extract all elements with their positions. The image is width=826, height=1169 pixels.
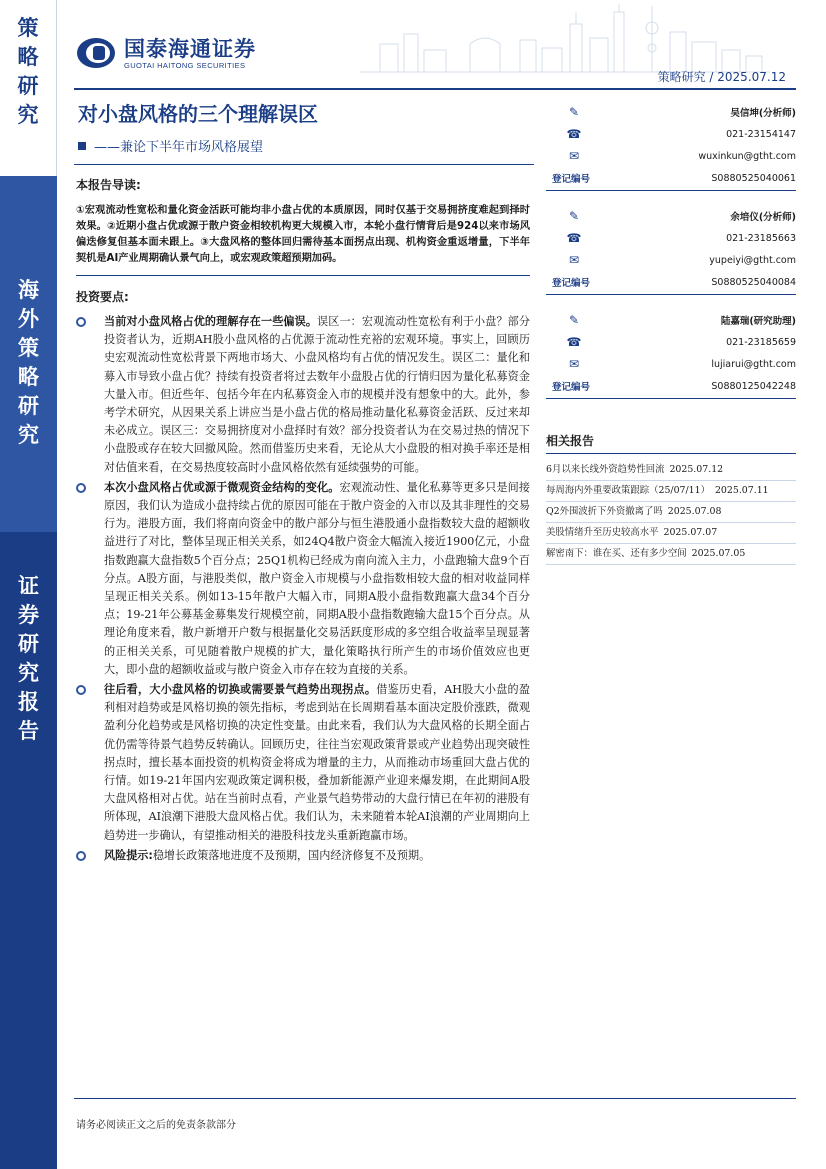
city-skyline-image: [360, 4, 770, 74]
report-title: 对小盘风格的三个理解误区: [78, 102, 318, 126]
analyst-phone: 021-23154147: [726, 128, 796, 140]
side-char: 报: [18, 690, 39, 714]
reg-label: 登记编号: [552, 382, 591, 393]
phone-icon: ☎: [566, 231, 582, 245]
mail-icon: ✉: [568, 149, 580, 163]
analyst-email-row: [546, 250, 796, 270]
analyst-phone: 021-23185659: [726, 336, 796, 348]
related-report-title: 解密南下：谁在买、还有多少空间: [546, 548, 687, 559]
analyst-phone-row: [546, 228, 796, 248]
side-char: 策: [18, 336, 39, 360]
circle-bullet-icon: [76, 685, 86, 695]
analyst-card: [546, 192, 796, 288]
point-body: 借鉴历史看，AH股大小盘的盈利相对趋势或是风格切换的领先指标，考虑到站在长周期看基本面决定股价涨跌，微观盈利分化趋势或是风格切换的决定性变量。由此来看，我们认为大盘风格的长期全面占优仍需等待景气趋势反转确认。回顾历史，往往当宏观政策背景或产业趋势出现突破性拐点时，擅长基本面投资的机构资金将成为增量的主力，从而推动市场重回大盘占优的行情。如19-21年国内宏观政策定调积极，叠加新能源产业迎来爆发期，在此期间A股大盘风格相对占优。站在当前时点看，产业景气趋势带动的大盘行情已在年初的港股有所体现，AI浪潮下港股大盘风格占优。我们认为，未来随着本轮AI浪潮的产业周期向上趋势进一步确认，有望推动相关的港股科技龙头重新跑赢市场。: [104, 683, 530, 842]
analyst-name: 余培仪(分析师): [730, 212, 796, 223]
investment-point: [76, 479, 530, 679]
analyst-reg-number: S0880525040084: [711, 276, 796, 288]
side-label-overseas: [0, 176, 57, 532]
main-column: [76, 176, 530, 867]
point-body: 宏观流动性、量化私募等更多只是间接原因，我们认为造成小盘持续占优的原因可能在于散户资金的入市以及其非理性的交易行为。港股方面，我们将南向资金中的散户部分与恒生港股通小盘指数较大盘的超额收益进行了对比，整体呈现正相关关系，如24Q4散户资金大幅流入接近1900亿元，小盘指数跑赢大盘指数5个百分点；25Q1机构已经成为南向流入主力，小盘跑输大盘9个百分点。A股方面，与港股类似，散户资金入市规模与小盘指数相较大盘的相对收益同样呈现正相关关系。例如13-15年散户大幅入市，同期A股小盘指数跑赢大盘34个百分点；19-21年公募基金募集发行规模空前，同期A股小盘指数跑输大盘15个百分点。从理论角度来看，散户新增开户数与根据量化交易活跃度形成的多空组合收益率呈现显著的正相关关系，可见随着散户规模的扩大，量化策略执行所产生的市场价值效应也更大，即小盘的超额收益或与散户资金入市存在较为直接的关系。: [104, 480, 530, 676]
point-lead: 风险提示:: [104, 848, 153, 862]
header-divider: [74, 88, 796, 90]
logo-name-cn: 国泰海通证券: [124, 36, 256, 61]
side-char: 略: [18, 365, 39, 389]
logo-name-en: GUOTAI HAITONG SECURITIES: [124, 60, 246, 70]
guide-divider: [76, 275, 530, 276]
analyst-phone-row: [546, 124, 796, 144]
circle-bullet-icon: [76, 317, 86, 327]
related-report-title: 6月以来长线外资趋势性回流: [546, 464, 665, 475]
side-char: 究: [17, 103, 39, 127]
circle-bullet-icon: [76, 851, 86, 861]
related-report-title: 每周海内外重要政策跟踪（25/07/11）: [546, 485, 710, 496]
related-report-date: 2025.07.05: [691, 548, 746, 559]
mail-icon: ✉: [568, 253, 580, 267]
side-char: 券: [18, 603, 39, 627]
guide-text: ①宏观流动性宽松和量化资金活跃可能均非小盘占优的本质原因，同时仅基于交易拥挤度难起到择时效果。②近期小盘占优或源于散户资金相较机构更大规模入市，本轮小盘行情背后是924以来市场风偏迭修复但基本面未跟上。③大盘风格的整体回归需待基本面拐点出现、机构资金重返增量，下半年契机是AI产业周期确认景气向上，或宏观政策超预期加码。: [76, 205, 530, 264]
side-band: [0, 0, 57, 1169]
analyst-name: 吴信坤(分析师): [730, 108, 796, 119]
title-divider: [74, 164, 534, 165]
investment-point: [76, 847, 530, 865]
pen-icon: ✎: [568, 313, 580, 327]
side-char: 略: [17, 45, 39, 69]
side-char: 研: [18, 632, 39, 656]
analyst-reg-row: [546, 376, 796, 396]
related-report-date: 2025.07.12: [669, 464, 724, 475]
analyst-divider: [546, 190, 796, 191]
analyst-name-row: [546, 310, 796, 330]
phone-icon: ☎: [566, 335, 582, 349]
point-body: 稳增长政策落地进度不及预期，国内经济修复不及预期。: [152, 848, 431, 862]
side-char: 外: [18, 307, 39, 331]
side-char: 究: [18, 423, 39, 447]
point-lead: 往后看，大小盘风格的切换或需要景气趋势出现拐点。: [104, 683, 377, 697]
related-report-item[interactable]: [546, 460, 796, 481]
analyst-reg-row: [546, 272, 796, 292]
analyst-phone: 021-23185663: [726, 232, 796, 244]
footer-divider: [74, 1098, 796, 1099]
analyst-name-row: [546, 102, 796, 122]
logo-mark-icon: [76, 36, 116, 70]
analyst-email-row: [546, 146, 796, 166]
related-report-item[interactable]: [546, 481, 796, 502]
side-char: 研: [18, 394, 39, 418]
analyst-name-row: [546, 206, 796, 226]
investment-point: [76, 313, 530, 477]
side-label-strategy: [0, 0, 57, 176]
analyst-email[interactable]: wuxinkun@gtht.com: [698, 150, 796, 162]
analyst-phone-row: [546, 332, 796, 352]
related-reports-list: [546, 460, 796, 565]
analyst-email[interactable]: yupeiyi@gtht.com: [709, 254, 796, 266]
investment-heading: 投资要点:: [76, 290, 129, 304]
side-char: 究: [18, 661, 39, 685]
company-logo: [76, 36, 256, 70]
related-report-date: 2025.07.08: [667, 506, 722, 517]
investment-points: [76, 313, 530, 865]
report-category-date: 策略研究 / 2025.07.12: [657, 70, 786, 84]
guide-heading: 本报告导读:: [76, 178, 141, 192]
related-report-item[interactable]: [546, 544, 796, 565]
investment-point: [76, 681, 530, 845]
phone-icon: ☎: [566, 127, 582, 141]
side-label-report: [0, 532, 57, 1169]
analyst-reg-number: S0880525040061: [711, 172, 796, 184]
point-lead: 本次小盘风格占优或源于微观资金结构的变化。: [104, 480, 340, 494]
analyst-card: [546, 96, 796, 192]
circle-bullet-icon: [76, 483, 86, 493]
analyst-reg-number: S0880125042248: [711, 380, 796, 392]
side-char: 研: [17, 74, 39, 98]
point-body: 误区一：宏观流动性宽松有利于小盘？部分投资者认为，近期AH股小盘风格的占优源于流动性充裕的宏观环境。事实上，回顾历史宏观流动性宽松背景下两地市场大、小盘风格均有占优的情况发生。误区二：量化和募入市导致小盘占优？持续有投资者将过去数年小盘股占优的行情归因为量化私募资金大量入市。但近些年、包括今年在内私募资金入市的规模并没有想象中的大。此外，参考学术研究，从因果关系上讲应当是小盘占优的格局推动量化私募资金活跃、反过来却未必成立。误区三：交易拥挤度对小盘择时有效？部分投资者认为在交易过热的情况下小盘股或存在较大回撤风险。然而借鉴历史来看，无论从大小盘股的相对换手率还是相对估值来看，在交易热度较高时小盘风格依然有延续强势的可能。: [104, 315, 530, 474]
square-bullet-icon: [78, 142, 86, 150]
related-report-date: 2025.07.11: [714, 485, 769, 496]
reg-label: 登记编号: [552, 278, 591, 289]
side-char: 证: [18, 574, 39, 598]
reg-label: 登记编号: [552, 174, 591, 185]
side-char: 告: [18, 719, 39, 743]
disclaimer-note: 请务必阅读正文之后的免责条款部分: [76, 1120, 236, 1131]
analyst-divider: [546, 398, 796, 399]
related-report-title: Q2外围波折下外资撤离了吗: [546, 506, 663, 517]
mail-icon: ✉: [568, 357, 580, 371]
analyst-reg-row: [546, 168, 796, 188]
pen-icon: ✎: [568, 105, 580, 119]
analyst-card: [546, 296, 796, 392]
pen-icon: ✎: [568, 209, 580, 223]
related-reports-heading: 相关报告: [546, 432, 796, 454]
related-report-date: 2025.07.07: [663, 527, 718, 538]
side-char: 海: [18, 278, 39, 302]
analyst-divider: [546, 294, 796, 295]
right-column: [546, 96, 796, 565]
report-subtitle: [78, 136, 263, 155]
point-lead: 当前对小盘风格占优的理解存在一些偏误。: [104, 315, 318, 328]
related-report-item[interactable]: [546, 502, 796, 523]
related-report-item[interactable]: [546, 523, 796, 544]
analyst-name: 陆嘉瑞(研究助理): [720, 316, 796, 327]
subtitle-text: ——兼论下半年市场风格展望: [94, 140, 264, 155]
analyst-email-row: [546, 354, 796, 374]
side-char: 策: [17, 16, 39, 40]
analyst-email[interactable]: lujiarui@gtht.com: [711, 358, 796, 370]
related-report-title: 美股情绪升至历史较高水平: [546, 527, 659, 538]
